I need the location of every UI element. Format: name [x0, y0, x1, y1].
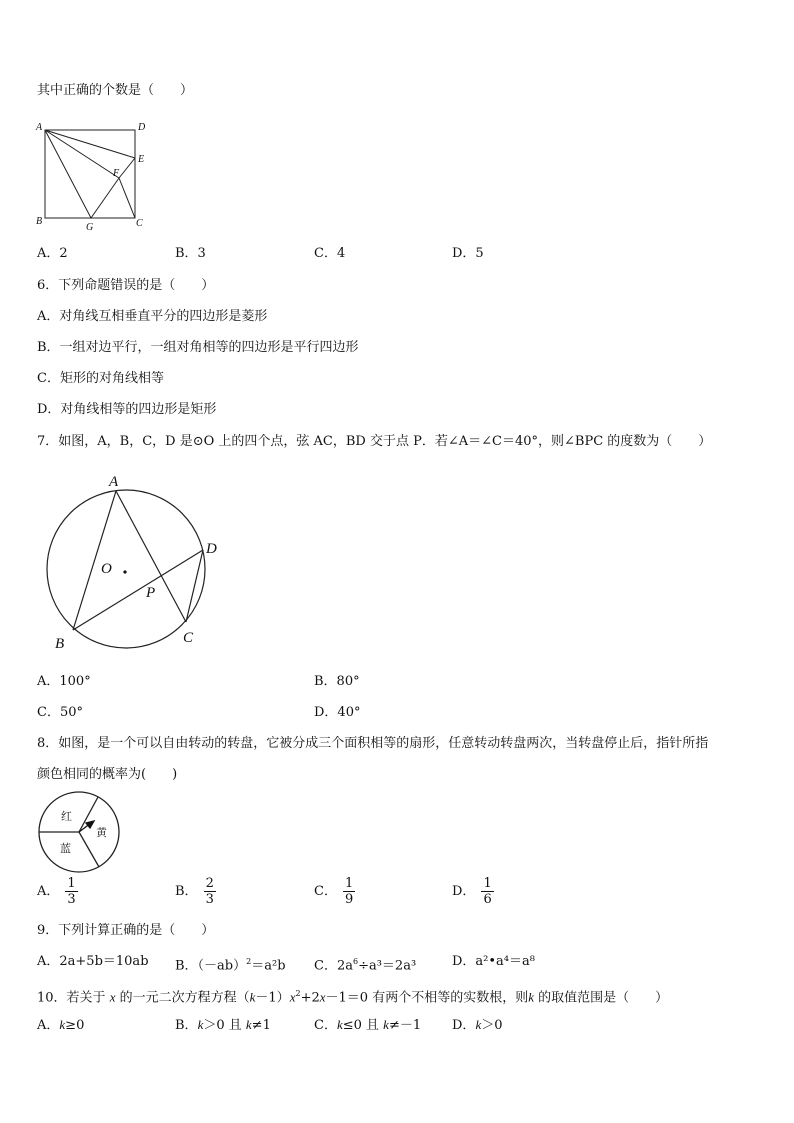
q7-option-d[interactable]: D．40°	[314, 705, 361, 720]
chord-dc	[186, 550, 203, 622]
option-letter: B．	[175, 884, 198, 899]
label-b: B	[55, 636, 65, 652]
option-text: ＞0	[481, 1018, 503, 1033]
numerator: 1	[344, 876, 354, 891]
q7-circle-figure	[40, 470, 240, 655]
var-k: k	[249, 989, 256, 1005]
label-c: C	[136, 218, 143, 229]
var-k: k	[245, 1017, 252, 1032]
stem-part: 的一元二次方程方程（	[119, 990, 250, 1006]
fraction	[481, 876, 493, 907]
stem-part: +2	[300, 990, 320, 1006]
segment-fc	[119, 178, 135, 218]
label-b: B	[36, 216, 43, 227]
q10-option-c[interactable]	[314, 1017, 421, 1034]
label-p: P	[146, 585, 156, 601]
denominator: 3	[205, 892, 214, 907]
label-c: C	[183, 630, 194, 646]
option-text: ≠1	[251, 1018, 271, 1033]
q9-option-c[interactable]	[314, 954, 416, 974]
q10-option-a[interactable]	[37, 1017, 84, 1034]
q6-option-b[interactable]: B．一组对边平行，一组对角相等的四边形是平行四边形	[37, 340, 359, 355]
q10-option-b[interactable]	[175, 1017, 271, 1034]
q8-option-a[interactable]	[37, 876, 78, 907]
q8-stem-line2: 颜色相同的概率为( )	[37, 767, 178, 782]
q10-stem	[37, 986, 668, 1006]
option-letter: B．	[175, 1018, 198, 1033]
option-c-rest: ÷a³＝2a³	[358, 958, 417, 974]
label-e: E	[138, 154, 145, 165]
numerator: 1	[67, 876, 76, 891]
q6-option-a[interactable]: A．对角线互相垂直平分的四边形是菱形	[37, 309, 268, 324]
label-a: A	[109, 474, 119, 490]
var-k: k	[197, 1017, 204, 1032]
chord-ac	[116, 491, 186, 622]
fraction	[343, 876, 355, 907]
var-k: k	[383, 1017, 389, 1032]
option-b-rest: ＝a²b	[251, 958, 286, 974]
q6-stem: 6．下列命题错误的是（ ）	[37, 278, 215, 293]
label-f: F	[113, 168, 120, 179]
option-b-exponent: 2	[246, 957, 252, 966]
stem-part: －1＝0 有两个不相等的实数根，则	[325, 990, 529, 1006]
option-text: ＞0 且	[203, 1018, 246, 1033]
option-letter: C．	[314, 1018, 337, 1033]
q7-option-b[interactable]: B．80°	[314, 674, 360, 689]
circle-o	[47, 490, 205, 648]
q8-option-c[interactable]	[314, 876, 355, 907]
q5-option-c[interactable]: C．4	[314, 246, 346, 261]
q6-option-d[interactable]: D．对角线相等的四边形是矩形	[37, 402, 217, 417]
q5-option-d[interactable]: D．5	[452, 246, 484, 261]
stem-part: 10．若关于	[37, 990, 106, 1006]
q10-option-d[interactable]	[452, 1017, 503, 1034]
var-k: k	[59, 1017, 66, 1032]
var-k: k	[475, 1017, 482, 1032]
label-d: D	[138, 122, 146, 133]
center-dot	[123, 570, 126, 573]
label-d: D	[206, 541, 217, 557]
q9-option-a[interactable]: A．2a+5b＝10ab	[37, 954, 149, 969]
option-text: ≠－1	[388, 1018, 422, 1033]
denominator: 3	[67, 892, 76, 907]
var-x: x	[319, 989, 326, 1005]
q6-option-c[interactable]: C．矩形的对角线相等	[37, 371, 164, 386]
q5-stem-tail: 其中正确的个数是（ ）	[37, 83, 194, 98]
var-x: x	[289, 989, 296, 1005]
exponent: 2	[295, 989, 301, 998]
q5-square-figure	[32, 118, 152, 233]
numerator: 2	[205, 876, 214, 891]
q7-option-a[interactable]: A．100°	[37, 674, 91, 689]
q8-spinner-figure	[35, 790, 125, 875]
segment-gf	[91, 178, 119, 218]
q9-option-b[interactable]	[175, 954, 286, 974]
label-o: O	[101, 561, 112, 577]
var-x: x	[109, 989, 116, 1005]
q7-stem: 7．如图，A，B，C，D 是⊙O 上的四个点，弦 AC，BD 交于点 P．若∠A＝∠C＝40°，则∠BPC 的度数为（ ）	[37, 434, 712, 449]
numerator: 1	[483, 876, 492, 891]
denominator: 6	[483, 892, 492, 907]
stem-part: 的取值范围是（ ）	[538, 990, 669, 1006]
option-text: ≤0 且	[342, 1018, 384, 1033]
segment-fe	[119, 158, 135, 178]
q8-option-b[interactable]	[175, 876, 216, 907]
option-text: ≥0	[65, 1018, 85, 1033]
stem-part: －1）	[255, 990, 290, 1006]
option-letter: C．	[314, 884, 337, 899]
segment-af	[45, 130, 119, 178]
q8-stem-line1: 8．如图，是一个可以自由转动的转盘，它被分成三个面积相等的扇形，任意转动转盘两次，当转盘停止后，指针所指	[37, 736, 709, 751]
sector-red: 红	[61, 811, 72, 823]
option-c-exponent: 6	[352, 957, 359, 966]
option-letter: A．	[37, 1018, 60, 1033]
fraction	[204, 876, 216, 907]
segment-ag	[45, 130, 91, 218]
q5-option-b[interactable]: B．3	[175, 246, 206, 261]
sector-yellow: 黄	[96, 827, 107, 839]
label-g: G	[86, 222, 94, 233]
label-a: A	[36, 122, 43, 133]
var-k: k	[528, 989, 534, 1005]
option-c-base: C．2a	[314, 958, 353, 974]
q9-option-d[interactable]: D．a²•a⁴＝a⁸	[452, 954, 535, 969]
option-b-base: B．（－ab）	[175, 958, 247, 974]
q5-option-a[interactable]: A．2	[37, 246, 68, 261]
q7-option-c[interactable]: C．50°	[37, 705, 83, 720]
denominator: 9	[344, 892, 354, 907]
segment-ae	[45, 130, 135, 158]
square-abcd	[45, 130, 135, 218]
var-k: k	[336, 1017, 343, 1032]
option-letter: D．	[452, 884, 476, 899]
option-letter: A．	[37, 884, 60, 899]
q8-option-d[interactable]	[452, 876, 494, 907]
sector-blue: 蓝	[60, 843, 71, 855]
fraction	[65, 876, 77, 907]
q9-stem: 9．下列计算正确的是（ ）	[37, 923, 215, 938]
option-letter: D．	[452, 1018, 476, 1033]
